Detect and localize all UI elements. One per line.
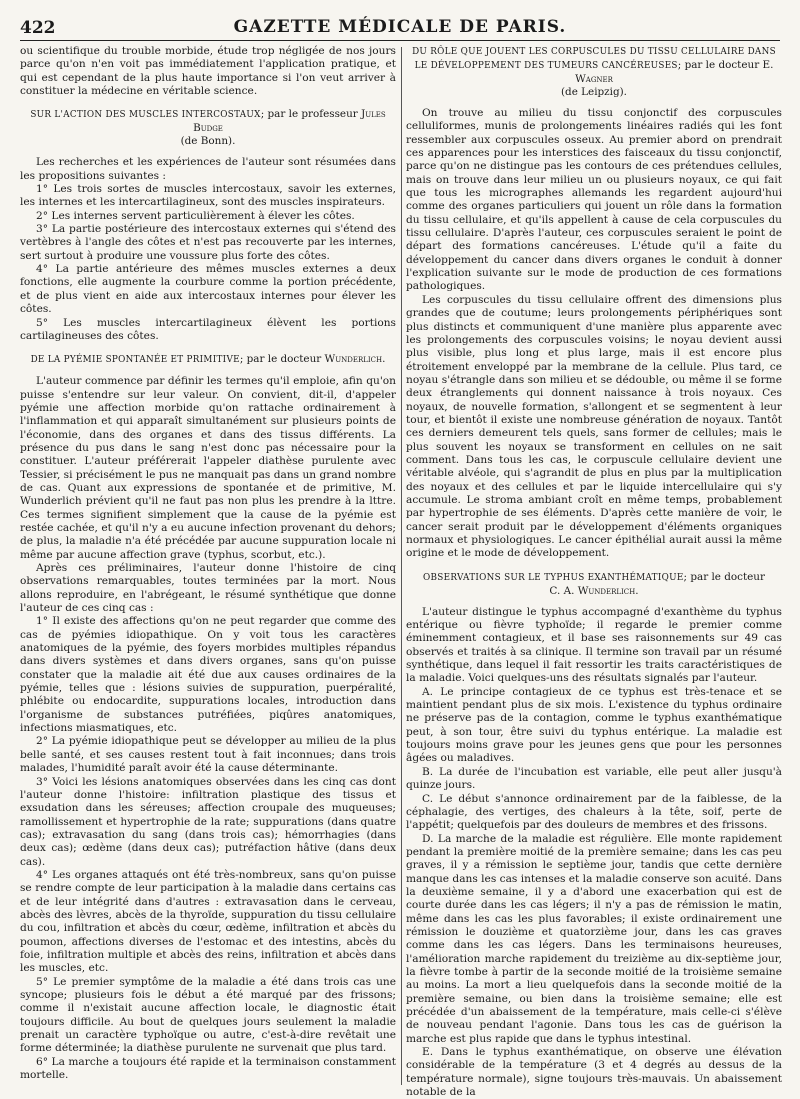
paragraph: 5° Le premier symptôme de la maladie a été dans trois cas une syncope; plusieurs fois le début a été marqué par des frissons; comme il n'existait aucune affection locale, le diagnostic était toujours difficile. Au bout de quelques jours seulement la maladie prenait un caractère typhoïque ou autre, c'est-à-dire revêtait une forme déterminée; la diathèse purulente ne survenait que plus tard. (20, 975, 396, 1055)
article-title: OBSERVATIONS SUR LE TYPHUS EXANTHÉMATIQUE (423, 572, 684, 583)
paragraph: 4° Les organes attaqués ont été très-nombreux, sans qu'on puisse se rendre compte de leur participation à la maladie dans certains cas et de leur intégrité dans d'autres : extravasation dans le cerveau, abcès des lèvres, abcès de la thyroïde, suppuration du tissu cellulaire du cou, infiltration et abcès du cœur, œdème, infiltration et abcès du poumon, affections diverses de l'estomac et des intestins, abcès du foie, infiltration multiple et abcès des reins, infiltration et abcès dans les muscles, etc. (20, 868, 396, 975)
column-divider (401, 47, 402, 1085)
paragraph: B. La durée de l'incubation est variable, elle peut aller jusqu'à quinze jours. (406, 765, 782, 792)
paragraph: Après ces préliminaires, l'auteur donne l'histoire de cinq observations remarquables, toutes terminées par la mort. Nous allons reproduire, en l'abrégeant, le résumé synthétique que donne l'auteur de ces cinq cas : (20, 562, 396, 615)
paragraph: On trouve au milieu du tissu conjonctif des corpuscules celluliformes, munis de prolongements linéaires radiés qui les font ressembler aux corpuscules osseux. Au premier abord on prendrait ces apparences pour les interstices des faisceaux du tissu conjonctif, parce qu'on ne distingue pas les contours de ces prétendues cellules, mais on trouve dans leur milieu un ou plusieurs noyaux, ce qui fait que tous les micrographes allemands les regardent aujourd'hui comme des organes particuliers qui jouent un rôle dans la formation du tissu cellulaire, et qu'ils appellent à cause de cela corpuscules du tissu cellulaire. D'après l'auteur, ces corpuscules seraient le point de départ des formations cancéreuses. L'étude qu'il a faite du développement du cancer dans divers organes le conduit à donner l'explication suivante sur le mode de production de ces formations pathologiques. (406, 107, 782, 293)
article-author: Wunderlich. (324, 353, 386, 366)
page-header (20, 14, 780, 41)
article-place: (de Leipzig). (561, 86, 627, 98)
article-title: DE LA PYÉMIE SPONTANÉE ET PRIMITIVE (30, 355, 240, 366)
article-heading-intercostaux (20, 108, 396, 148)
paragraph: 3° Voici les lésions anatomiques observées dans les cinq cas dont l'auteur donne l'histoire: infiltration plastique des tissus et exsudation dans les séreuses; affection croupale des muqueuses; ramollissement et hypertrophie de la rate; suppurations (dans quatre cas); extravasation du sang (dans trois cas); hémorrhagies (dans deux cas); œdème (dans deux cas); putréfaction hâtive (dans deux cas). (20, 775, 396, 868)
article-byline: ; par le docteur (683, 570, 765, 583)
article-author: E. Wagner (575, 59, 774, 85)
paragraph: A. Le principe contagieux de ce typhus est très-tenace et se maintient pendant plus de six mois. L'existence du typhus ordinaire ne préserve pas de la contagion, comme le typhus exanthématique peut, à son tour, être suivi du typhus entérique. La maladie est toujours moins grave pour les jeunes gens que pour les personnes âgées ou maladives. (406, 685, 782, 765)
paragraph: L'auteur commence par définir les termes qu'il emploie, afin qu'on puisse s'entendre sur leur valeur. On convient, dit-il, d'appeler pyémie une affection morbide qu'on rattache ordinairement à l'inflammation et qui apparaît simultanément sur plusieurs points de l'économie, dans des organes et dans des tissus différents. La présence du pus dans le sang n'est donc pas nécessaire pour la constituer. L'auteur préférerait l'appeler diathèse purulente avec Tessier, si précisément le pus ne manquait pas dans un grand nombre de cas. Quant aux expressions de spontanée et de primitive, M. Wunderlich prévient qu'il ne faut pas non plus les prendre à la lttre. Ces termes signifient simplement que la cause de la pyémie est restée cachée, et qu'il n'y a eu aucune infection provenant du dehors; de plus, la maladie n'a été précédée par aucune suppuration locale ni même par aucune affection grave (typhus, scorbut, etc.). (20, 375, 396, 561)
paragraph: Les recherches et les expériences de l'auteur sont résumées dans les propositions suivantes : (20, 156, 396, 182)
text-columns (20, 45, 782, 1099)
paragraph: L'auteur distingue le typhus accompagné d'exanthème du typhus entérique ou fièvre typhoïde; il regarde le premier comme éminemment contagieux, et il base ses raisonnements sur 49 cas observés et traités à sa clinique. Il termine son travail par un résumé synthétique, dans lequel il fait ressortir les traits caractéristiques de la maladie. Voici quelques-uns des résultats signalés par l'auteur. (406, 605, 782, 685)
journal-title: GAZETTE MÉDICALE DE PARIS. (233, 17, 567, 37)
article-place: (de Bonn). (180, 135, 236, 148)
paragraph: 3° La partie postérieure des intercostaux externes qui s'étend des vertèbres à l'angle des côtes et n'est pas recouverte par les internes, sert surtout à produire une voussure plus forte des côtes. (20, 223, 396, 262)
article-heading-pyemie (20, 353, 396, 367)
paragraph: 5° Les muscles intercartilagineux élèvent les portions cartilagineuses des côtes. (20, 316, 396, 342)
article-author: C. A. Wunderlich. (549, 584, 639, 597)
paragraph: Les corpuscules du tissu cellulaire offrent des dimensions plus grandes que de coutume; leurs prolongements périphériques sont plus distincts et communiquent d'une manière plus apparente avec les prolongements des corpuscules voisins; le noyau devient aussi plus visible, plus long et plus large, mais il est encore plus étroitement enveloppé par la membrane de la cellule. Plus tard, ce noyau s'étrangle dans son milieu et se dédouble, ou même il se forme deux étranglements qui donnent naissance à trois noyaux. Ces noyaux, de nouvelle formation, s'allongent et se segmentent à leur tour, et bientôt il existe une nombreuse génération de noyaux. Tantôt ces derniers demeurent tels quels, sans former de cellules; mais le plus souvent les noyaux se transforment en cellules on ne sait comment. Dans tous les cas, le corpuscule cellulaire devient une véritable alvéole, qui s'agrandit de plus en plus par la multiplication des noyaux et des cellules et par le liquide intercellulaire qui s'y accumule. Le stroma ambiant croît en même temps, probablement par hypertrophie de ses éléments. D'après cette manière de voir, le cancer serait produit par le développement d'éléments organiques normaux et physiologiques. Le cancer épithélial aurait aussi la même origine et le mode de développement. (406, 293, 782, 560)
paragraph: 1° Il existe des affections qu'on ne peut regarder que comme des cas de pyémies idiopathique. On y voit tous les caractères anatomiques de la pyémie, des foyers morbides multiples répandus dans divers systèmes et dans divers organes, sans qu'on puisse constater que la maladie ait été due aux causes ordinaires de la pyémie, telles que : lésions suivies de suppuration, puerpéralité, phlébite ou endocardite, suppurations locales, introduction dans l'organisme de substances putréfiées, piqûres anatomiques, infections miasmatiques, etc. (20, 615, 396, 735)
paragraph: 1° Les trois sortes de muscles intercostaux, savoir les externes, les internes et les intercartilagineux, sont des muscles inspirateurs. (20, 183, 396, 209)
intro-paragraph: ou scientifique du trouble morbide, étude trop négligée de nos jours parce qu'on n'en voit pas immédiatement l'application pratique, et qui est cependant de la plus haute importance si l'on veut arriver à constituer la médecine en véritable science. (20, 45, 396, 98)
article-byline: ; par le docteur (677, 59, 760, 71)
article-heading-typhus (406, 571, 782, 598)
paragraph: C. Le début s'annonce ordinairement par de la faiblesse, de la céphalagie, des vertiges, des chaleurs à la tête, soif, perte de l'appétit; quelquefois par des douleurs de membres et des frissons. (406, 792, 782, 832)
article-title: DU RÔLE QUE JOUENT LES CORPUSCULES DU TISSU CELLULAIRE DANS LE DÉVELOPPEMENT DES TUMEURS CANCÉREUSES (412, 47, 776, 71)
page-number: 422 (20, 18, 56, 38)
left-column (20, 45, 396, 1089)
paragraph: 4° La partie antérieure des mêmes muscles externes a deux fonctions, elle augmente la courbure comme la portion précédente, et de plus vient en aide aux intercostaux internes pour élever les côtes. (20, 263, 396, 316)
article-title: SUR L'ACTION DES MUSCLES INTERCOSTAUX (30, 110, 261, 121)
right-column (406, 45, 782, 1099)
paragraph: 2° Les internes servent particulièrement à élever les côtes. (36, 209, 355, 222)
paragraph: E. Dans le typhus exanthématique, on observe une élévation considérable de la température (3 et 4 degrés au dessus de la température normale), signe toujours très-mauvais. Un abaissement notable de la (406, 1046, 782, 1099)
article-heading-corpuscules (406, 45, 782, 99)
article-byline: ; par le professeur (260, 108, 358, 121)
article-byline: ; par le docteur (239, 353, 322, 366)
paragraph: 2° La pyémie idiopathique peut se développer au milieu de la plus belle santé, et ses causes restent tout à fait inconnues; dans trois malades, l'humidité paraît avoir été la cause déterminante. (20, 735, 396, 775)
paragraph: 6° La marche a toujours été rapide et la terminaison constamment mortelle. (20, 1055, 396, 1082)
article-author: Jules Budge (193, 108, 386, 135)
paragraph: D. La marche de la maladie est régulière. Elle monte rapidement pendant la première moitié de la première semaine; dans les cas peu graves, il y a rémission le septième jour, tandis que cette dernière manque dans les cas intenses et la maladie conserve son acuité. Dans la deuxième semaine, il y a d'abord une exacerbation qui est de courte durée dans les cas légers; il n'y a pas de rémission le matin, même dans les cas les plus favorables; il existe ordinairement une rémission le douzième et quatorzième jour, dans les cas graves comme dans les cas légers. Dans les terminaisons heureuses, l'amélioration marche rapidement du treizième au dix-septième jour, la fièvre tombe à partir de la seconde moitié de la troisième semaine au moins. La mort a lieu quelquefois dans la seconde moitié de la première semaine, ou bien dans la troisième semaine; elle est précédée d'un abaissement de la température, mais celle-ci s'élève de nouveau pendant l'agonie. Dans tous les cas de guérison la marche est plus rapide que dans le typhus intestinal. (406, 832, 782, 1045)
